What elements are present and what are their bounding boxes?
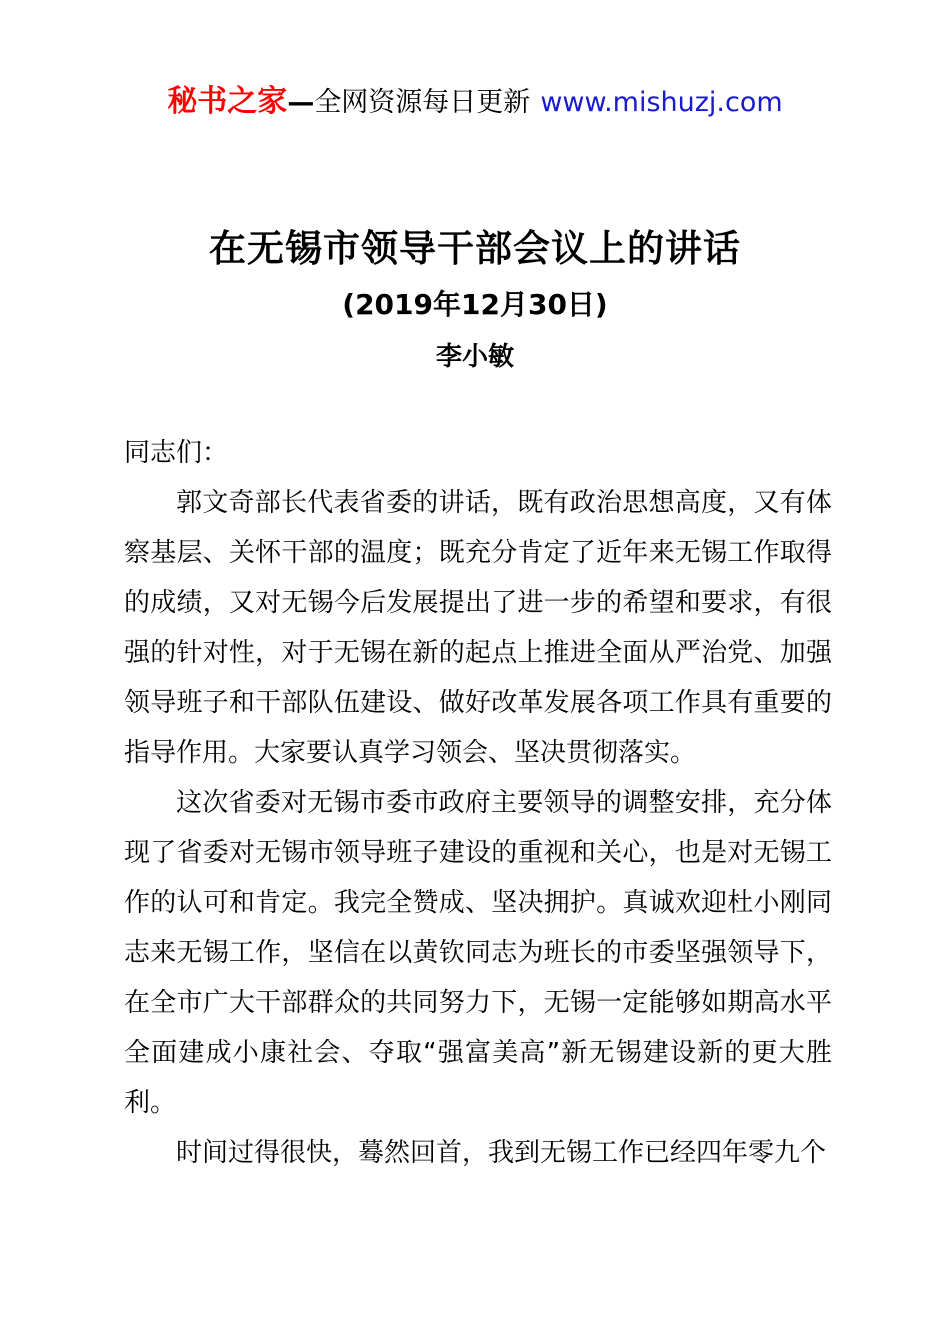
body-paragraph: 这次省委对无锡市委市政府主要领导的调整安排，充分体现了省委对无锡市领导班子建设的重视和关心，也是对无锡工作的认可和肯定。我完全赞成、坚决拥护。真诚欢迎杜小刚同志来无锡工作，坚信在以黄钦同志为班长的市委坚强领导下，在全市广大干部群众的共同努力下，无锡一定能够如期高水平全面建成小康社会、夺取“强富美高”新无锡建设新的更大胜利。 <box>124 788 832 1118</box>
site-header <box>0 84 950 121</box>
document-author: 李小敏 <box>435 342 514 372</box>
header-tagline: 全网资源每日更新 <box>314 87 531 118</box>
salutation-line: 同志们： <box>124 438 229 468</box>
body-paragraph: 郭文奇部长代表省委的讲话，既有政治思想高度，又有体察基层、关怀干部的温度；既充分肯定了近年来无锡工作取得的成绩，又对无锡今后发展提出了进一步的希望和要求，有很强的针对性，对于无锡在新的起点上推进全面从严治党、加强领导班子和干部队伍建设、做好改革发展各项工作具有重要的指导作用。大家要认真学习领会、坚决贯彻落实。 <box>124 488 832 768</box>
document-date: (2019年12月30日) <box>342 288 608 321</box>
header-dash: — <box>287 87 315 118</box>
site-brand: 秘书之家 <box>167 84 288 119</box>
site-url-link[interactable]: www.mishuzj.com <box>540 87 783 118</box>
document-title: 在无锡市领导干部会议上的讲话 <box>209 227 741 270</box>
body-paragraph: 时间过得很快，蓦然回首，我到无锡工作已经四年零九个 <box>176 1138 827 1168</box>
document-body <box>124 428 832 1178</box>
